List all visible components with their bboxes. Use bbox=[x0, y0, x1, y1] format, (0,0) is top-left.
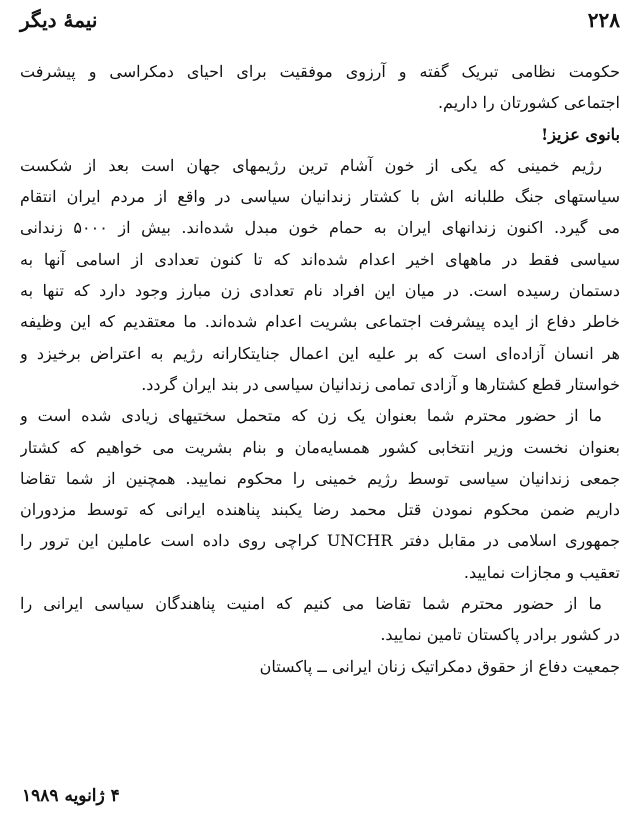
text-line: ما از حضور محترم شما تقاضا می کنیم که امنیت پناهندگان سیاسی ایرانی را bbox=[20, 594, 602, 614]
text-line: جمعی زندانیان سیاسی توسط رژیم خمینی را محکوم نمایید. همچنین از شما تقاضا bbox=[20, 468, 620, 488]
page-header bbox=[20, 8, 620, 44]
text-line: خاطر دفاع از ایده پیشرفت اجتماعی بشریت اعدام شده‌اند. ما معتقدیم که این وظیفه bbox=[20, 312, 620, 332]
salutation: بانوی عزیز! bbox=[541, 124, 620, 144]
text-line: خواستار قطع کشتارها و آزادی تمامی زندانیان سیاسی در بند ایران گردد. bbox=[141, 374, 620, 394]
text-line: ما از حضور محترم شما بعنوان یک زن که متحمل سختیهای زیادی شده است و bbox=[20, 406, 602, 426]
text-line: بعنوان نخست وزیر انتخابی کشور همسایه‌مان و بنام بشریت می خواهیم که کشتار bbox=[20, 437, 620, 457]
page-number: ۲۲۸ bbox=[587, 8, 620, 32]
text-line: اجتماعی کشورتان را داریم. bbox=[437, 93, 620, 113]
text-line: می گیرد. اکنون زندانهای ایران به حمام خون مبدل شده‌اند. بیش از ۵۰۰۰ زندانی bbox=[20, 218, 620, 238]
letter-body bbox=[20, 56, 620, 682]
text-line: داریم ضمن محکوم نمودن قتل محمد رضا یکبند پناهنده ایرانی که توسط مزدوران bbox=[20, 500, 620, 520]
running-title: نیمهٔ دیگر bbox=[20, 8, 98, 32]
text-line: سیاستهای جنگ طلبانه اش با کشتار زندانیان سیاسی در واقع از مردم ایران انتقام bbox=[20, 187, 620, 207]
signature: جمعیت دفاع از حقوق دمکراتیک زنان ایرانی ــ پاکستان bbox=[259, 656, 620, 676]
text-line: رژیم خمینی که یکی از خون آشام ترین رژیمهای جهان است بعد از شکست bbox=[20, 155, 602, 175]
text-line: تعقیب و مجازات نمایید. bbox=[463, 562, 620, 582]
text-line: در کشور برادر پاکستان تامین نمایید. bbox=[380, 625, 620, 645]
text-line: جمهوری اسلامی در مقابل دفتر UNCHR کراچی روی داده است عاملین این ترور را bbox=[20, 531, 620, 551]
text-line: هر انسان آزاده‌ای است که بر علیه این اعمال جنایتکارانه رژیم به اعتراض برخیزد و bbox=[20, 343, 620, 363]
text-line: حکومت نظامی تبریک گفته و آرزوی موفقیت برای احیای دمکراسی و پیشرفت bbox=[20, 62, 620, 81]
text-line: دستمان رسیده است. در میان این افراد نام تعدادی زن مبارز وجود دارد که تنها به bbox=[20, 281, 620, 301]
letter-date: ۴ ژانویه ۱۹۸۹ bbox=[22, 786, 120, 806]
text-line: سیاسی فقط در ماههای اخیر اعدام شده‌اند که تا کنون تعدادی از اسامی آنها به bbox=[20, 249, 620, 269]
